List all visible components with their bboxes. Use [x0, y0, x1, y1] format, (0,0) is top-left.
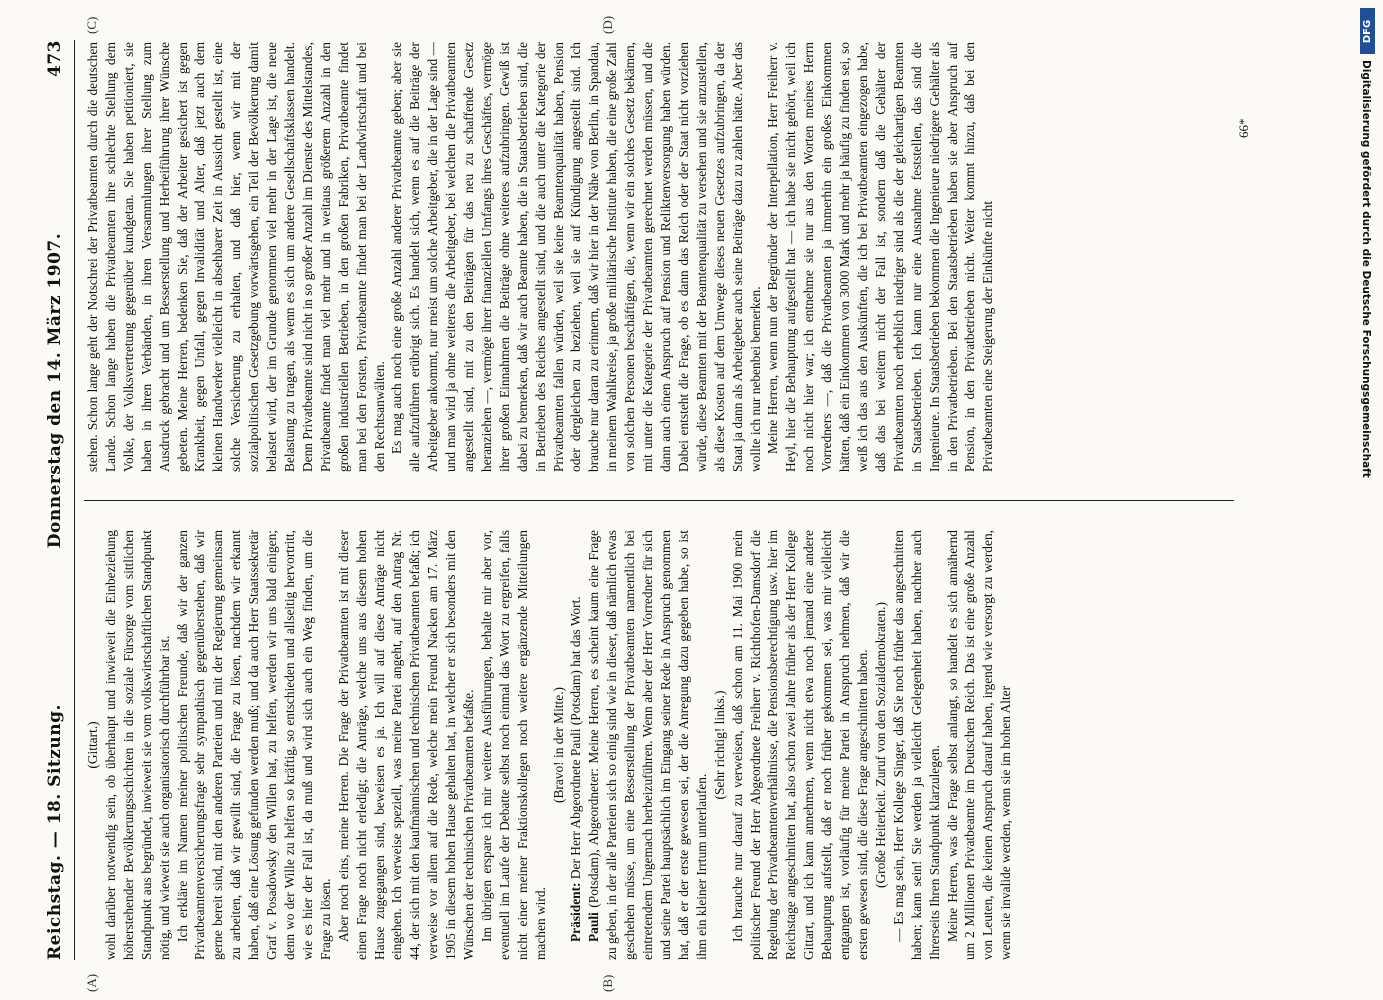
speech-text: (Potsdam), Abgeordneter: Meine Herren, es scheint kaum eine Frage zu geben, in der alle Parteien sich so einig sind wie in dieser, daß nämlich etwas geschehen müsse, um eine Besserstellung der Privatbeamten namentlich bei eintretendem Ungemach herbeizuführen. Wenn aber der Herr Vorredner für sich und seine Partei hauptsächlich im Eingang seiner Rede in Anspruch genommen hat, daß er der erste gewesen sei, der die Anregung dazu gegeben habe, so ist ihm ein kleiner Irrtum unterlaufen. [586, 530, 709, 960]
dfg-logo [1360, 8, 1375, 54]
right-column [84, 42, 1224, 472]
funding-note [1357, 60, 1377, 1000]
paragraph: Im übrigen erspare ich mir weitere Ausführungen, behalte mir aber vor, eventuell im Laufe der Debatte selbst noch einmal das Wort zu ergreifen, falls nicht einer meiner Fraktionskollegen noch weitere ergänzende Mitteilungen machen wird. [478, 530, 548, 960]
president-paragraph [567, 530, 585, 960]
applause-note: (Bravo! in der Mitte.) [550, 686, 566, 804]
paragraph: Meine Herren, was die Frage selbst anlangt, so handelt es sich annähernd um 2 Millionen Privatbeamte im Deutschen Reich. Das ist eine große Anzahl von Leuten, die keinen Anspruch darauf haben, irgend wie versorgt zu werden, wenn sie invalide werden, wenn sie im hohen Alter [944, 530, 1014, 960]
dfg-logo-text: DFG [1362, 19, 1373, 43]
paragraph: — Es mag sein, Herr Kollege Singer, daß Sie noch früher das angeschnitten haben; kann sein! Sie werden ja vielleicht Gelegenheit haben, nachher auch Ihrerseits Ihren Standpunkt klarzulegen. [890, 530, 942, 960]
page-number: 473 [45, 40, 65, 78]
president-label: Präsident: [568, 882, 584, 942]
applause-note: (Sehr richtig! links.) [711, 690, 727, 800]
left-column [84, 530, 1224, 960]
speaker-tag: (Gittart.) [85, 721, 100, 769]
margin-marker-c: (C) [84, 16, 99, 34]
funding-note-text: Digitalisierung gefördert durch die Deutsche Forschungsgemeinschaft [1360, 60, 1372, 478]
margin-marker-a: (A) [84, 973, 99, 992]
speaker-name: Pauli [586, 912, 602, 942]
paragraph: Es mag auch noch eine große Anzahl anderer Privatbeamte geben; aber sie alle aufzuführen erübrigt sich. Es handelt sich, wenn es auf die Beiträge der Arbeitgeber ankommt, nur meist um solche Arbeitgeber, die in der Lage sind — und man wird ja ohne weiteres die Arbeitgeber, bei welchen die Privatbeamten angestellt sind, mit zu den Beiträgen für das neu zu schaffende Gesetz heranziehen —, vermöge ihrer finanziellen Umfangs ihres Geschäftes, vermöge ihrer großen Einnahmen die Beiträge ohne weiteres aufzubringen. Gewiß ist dabei zu bemerken, daß wir auch Beamte haben, die in Staatsbetrieben sind, die in Betrieben des Reiches angestellt sind, und die auch unter die Kategorie der Privatbeamten fallen würden, weil sie keine Beamtenqualität haben, Pension oder dergleichen zu beziehen, weil sie auf Kündigung angestellt sind. Ich brauche nur daran zu erinnern, daß wir hier in der Nähe von Berlin, in Spandau, in meinem Wahlkreise, ja große militärische Institute haben, die eine große Zahl von solchen Personen beschäftigen, die, wenn wir ein solches Gesetz bekämen, mit unter die Kategorie der Privatbeamten gerechnet werden müssen, und die dann auch einen Anspruch auf Pension und Reliktenversorgung haben würden. Dabei entsteht die Frage, ob es dann das Reich oder der Staat nicht vorziehen würde, diese Beamten mit der Beamtenqualität zu versehen und sie anzustellen, als diese Kosten auf dem Umwege dieses neuen Gesetzes aufzubringen, da der Staat ja dann als Arbeitgeber auch seine Beiträge dazu zu zahlen hätte. Aber das wollte ich nur nebenbei bemerken. [389, 42, 763, 472]
header-left: Reichstag. — 18. Sitzung. [45, 704, 65, 960]
paragraph: Meine Herren, wenn nun der Begründer der Interpellation, Herr Freiherr v. Heyl, hier die Behauptung aufgestellt hat — ich habe sie nicht gehört, weil ich noch nicht hier war; ich entnehme sie nur aus den Worten meines Herrn Vorredners —, daß die Privatbeamten ja immerhin ein großes Einkommen hätten, daß ein Einkommen von 3000 Mark und mehr ja häufig zu finden sei, so weiß ich das aus den Auskünften, die ich bei Privatbeamten eingezogen habe, daß das bei weitem nicht der Fall ist, sondern daß die Gehälter der Privatbeamten noch erheblich niedriger sind als die der gleichartigen Beamten in Staatsbetrieben. Ich kann nur eine Ausnahme feststellen, das sind die Ingenieure. In Staatsbetrieben bekommen die Ingenieure niedrigere Gehälter als in den Privatbetrieben. Bei den Staatsbetrieben haben sie aber Anspruch auf Pension, in den Privatbetrieben nicht. Weiter kommt hinzu, daß bei den Privatbeamten eine Steigerung der Einkünfte nicht [765, 42, 996, 472]
paragraph: Ich erkläre im Namen meiner politischen Freunde, daß wir der ganzen Privatbeamtenversicherungsfrage sehr sympathisch gegenüberstehen, daß wir gerne bereit sind, mit den anderen Parteien und mit der Regierung gemeinsam zu arbeiten, daß wir gewillt sind, die Frage zu lösen, nachdem wir erkannt haben, daß eine Lösung gefunden werden muß; und da auch Herr Staatssekretär Graf v. Posadowsky den Willen hat, zu helfen, werden wir uns bald einigen; denn wo der Wille zu helfen so kräftig, so entschieden und allseitig hervortritt, wie es hier der Fall ist, da muß und wird sich auch ein Weg finden, um die Frage zu lösen. [174, 530, 333, 960]
footer-signature: 66* [1236, 118, 1251, 138]
applause-note: (Große Heiterkeit. Zuruf von den Sozialdemokraten.) [872, 602, 888, 888]
margin-marker-b: (B) [600, 974, 615, 992]
speaker-paragraph [585, 530, 710, 960]
header-rule [74, 40, 75, 960]
column-divider [84, 500, 1234, 501]
paragraph: wohl darüber notwendig sein, ob überhaupt und inwieweit die Einbeziehung höherstehender Bevölkerungsschichten in die soziale Fürsorge vom sittlichen Standpunkt aus begründet, inwieweit sie vom volkswirtschaftlichen Standpunkt nötig, und wieweit sie auch organisatorisch durchführbar ist. [102, 530, 172, 960]
margin-marker-d: (D) [600, 15, 615, 34]
paragraph: Aber noch eins, meine Herren. Die Frage der Privatbeamten ist mit dieser einen Frage noch nicht erledigt; die Anträge, welche uns aus diesem hohen Hause zugegangen sind, beweisen es ja. Ich will auf diese Anträge nicht eingehen. Ich verweise speziell, was meine Partei angeht, auf den Antrag Nr. 44, der sich mit den kaufmännischen und technischen Privatbeamten befaßt; ich verweise vor allem auf die Rede, welche mein Freund Nacken am 17. März 1905 in diesem hohen Hause gehalten hat, in welcher er sich besonders mit den Wünschen der technischen Privatbeamten befaßte. [335, 530, 477, 960]
president-text: Der Herr Abgeordnete Pauli (Potsdam) hat das Wort. [568, 596, 584, 883]
header-date: Donnerstag den 14. März 1907. [45, 232, 65, 549]
paragraph: stehen. Schon lange geht der Notschrei der Privatbeamten durch die deutschen Lande. Schon lange haben die Privatbeamten ihre schlechte Stellung dem Volke, der Volksvertretung gegenüber kundgetan. Sie haben petitioniert, sie haben in ihren Verbänden, in ihren Versammlungen ihrer Stellung zum Ausdruck gebracht und um Besserstellung und Herbeiführung ihrer Wünsche gebeten. Meine Herren, bedenken Sie, daß der Arbeiter gesichert ist gegen Krankheit, gegen Unfall, gegen Invalidität und Alter, daß jetzt auch dem kleinen Handwerker vielleicht in absehbarer Zeit in Aussicht gestellt ist, eine solche Versicherung zu erhalten, und daß hier, wenn wir mit der sozialpolitischen Gesetzgebung vorwärtsgehen, ein Teil der Bevölkerung damit belastet wird, der im Grunde genommen viel mehr in der Lage ist, die neue Belastung zu tragen, als wenn es sich um andere Gesellschaftsklassen handelt. Denn Privatbeamte sind nicht in so großer Anzahl im Dienste des Mittelstandes, Privatbeamte findet man viel mehr und in weitaus größerem Anzahl in den großen industriellen Betrieben, in den großen Fabriken, Privatbeamte findet man bei den Forsten, Privatbeamte findet man bei der Landwirtschaft und bei den Rechtsanwälten. [85, 42, 387, 472]
page-header [40, 40, 70, 960]
paragraph: Ich brauche nur darauf zu verweisen, daß schon am 11. Mai 1900 mein politischer Freund der Herr Abgeordnete Freiherr v. Richthofen-Damsdorf die Regelung der Privatbeamtenverhältnisse, die Pensionsberechtigung usw. hier im Reichstage angeschnitten hat, also schon zwei Jahre früher als der Herr Kollege Gittart, und ich kann annehmen, wenn nicht etwa noch jemand eine andere Behauptung aufstellt, daß er noch früher gekommen sei, was mir vielleicht entgangen ist, vorläufig für meine Partei in Anspruch nehmen, daß wir die ersten gewesen sind, die diese Frage angeschnitten haben. [729, 530, 870, 960]
